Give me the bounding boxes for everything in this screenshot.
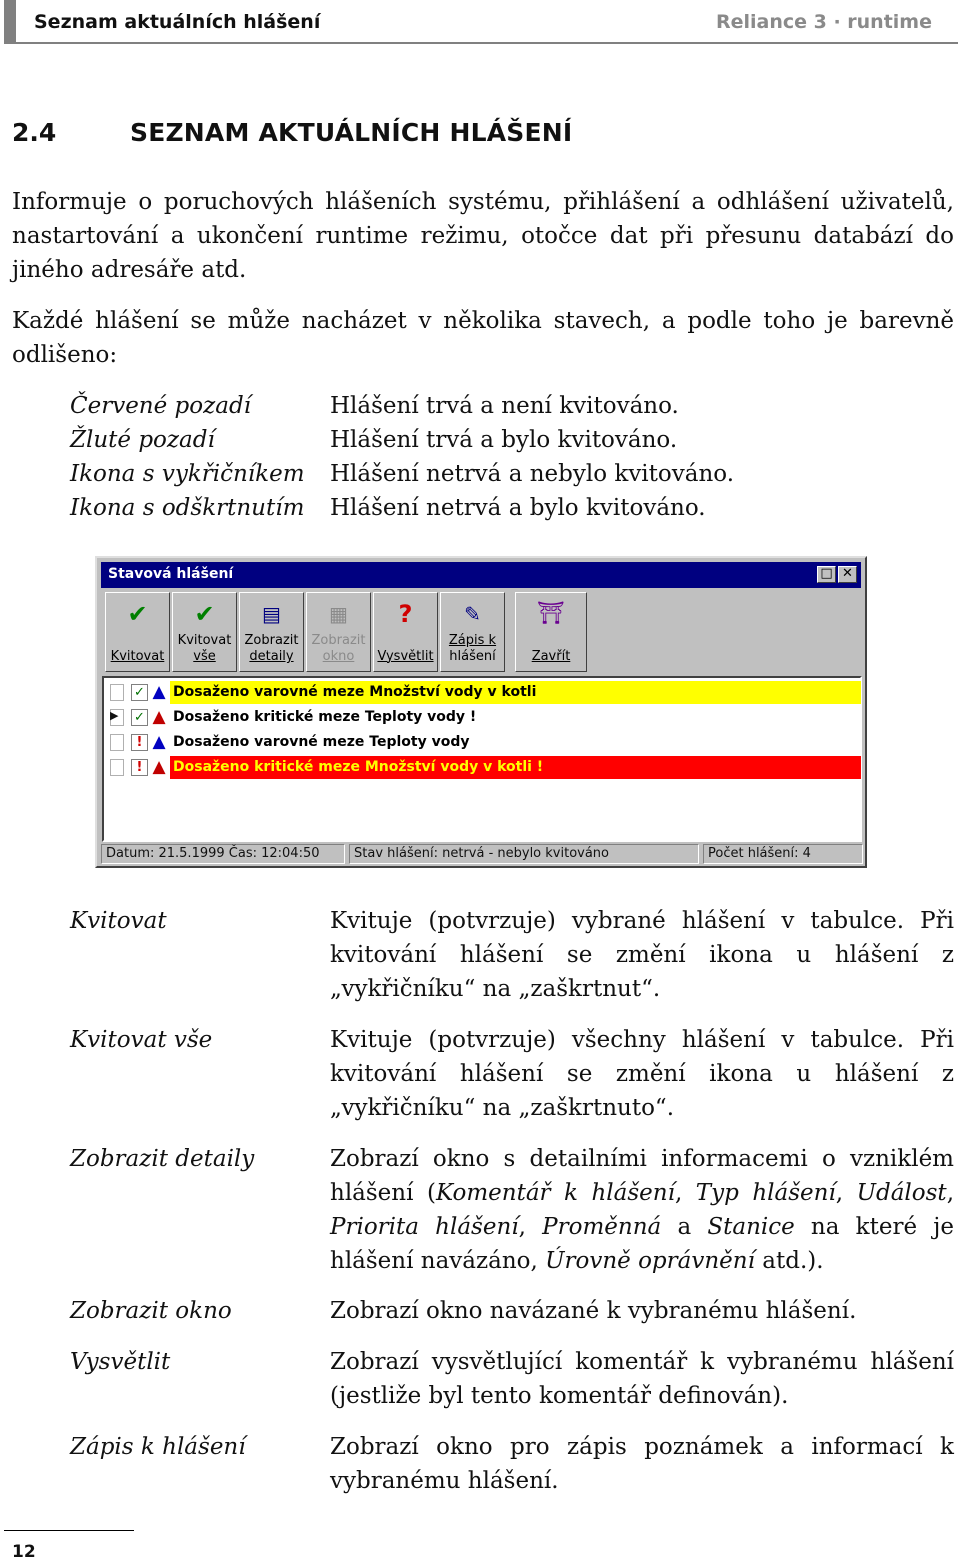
alarm-row[interactable] (104, 731, 861, 754)
state-row (70, 457, 734, 491)
footer-rule (4, 1530, 134, 1531)
states-paragraph: Každé hlášení se může nacházet v několika stavech, a podle toho je barevně odlišeno: (12, 308, 954, 368)
header-product-name: Reliance 3 · runtime (715, 11, 932, 33)
desc-text: Zobrazí okno pro zápis poznámek a informací k vybranému hlášení. (330, 1434, 954, 1494)
desc-text: Kvituje (potvrzuje) všechny hlášení v tabulce. Při kvitování hlášení se změní ikona u hlášení z „vykřičníku“ na „zaškrtnuto“. (330, 1027, 954, 1121)
acknowledged-check-icon: ✓ (131, 709, 148, 726)
acknowledge-button[interactable] (105, 592, 170, 672)
section-number: 2.4 (12, 118, 57, 147)
show-details-button[interactable] (239, 592, 304, 672)
state-key: Ikona s vykřičníkem (70, 461, 305, 487)
button-label: okno (322, 649, 355, 664)
exclamation-icon: ! (131, 734, 148, 751)
double-check-icon: ✔ (194, 600, 215, 628)
status-state: Stav hlášení: netrvá - nebylo kvitováno (349, 844, 699, 864)
state-value: Hlášení trvá a není kvitováno. (330, 393, 679, 419)
desc-text: Zobrazí okno s detailními informacemi o vzniklém hlášení (Komentář k hlášení, Typ hlášení, Událost, Priorita hlášení, Proměnná a Stanice na které je hlášení navázáno, Úrovně oprávnění atd.). (330, 1146, 954, 1274)
arrow-up-icon: ▲ (152, 757, 166, 777)
status-count: Počet hlášení: 4 (703, 844, 863, 864)
desc-text: Zobrazí okno navázané k vybranému hlášení. (330, 1298, 857, 1324)
intro-paragraph: Informuje o poruchových hlášeních systému, přihlášení a odhlášení uživatelů, nastartování a ukončení runtime režimu, otočce dat při přesunu databází do jiného adresáře atd. (12, 189, 954, 283)
section-title: SEZNAM AKTUÁLNÍCH HLÁŠENÍ (130, 118, 573, 147)
status-bar (101, 844, 863, 864)
button-label: detaily (249, 649, 294, 664)
desc-term: Kvitovat vše (70, 1027, 213, 1053)
door-icon: ⛩ (537, 601, 565, 626)
state-value: Hlášení trvá a bylo kvitováno. (330, 427, 678, 453)
acknowledge-all-button[interactable] (172, 592, 237, 672)
state-row (70, 389, 734, 423)
alarm-text: Dosaženo kritické meze Teploty vody ! (170, 706, 861, 729)
exit-button[interactable] (515, 592, 587, 672)
show-window-button[interactable] (306, 592, 371, 672)
close-button[interactable] (838, 566, 857, 583)
alarm-window (95, 556, 867, 868)
row-indicator (110, 734, 124, 751)
alarm-text: Dosaženo kritické meze Množství vody v kotli ! (170, 756, 861, 779)
window-icon: ▦ (329, 602, 348, 626)
note-button[interactable] (440, 592, 505, 672)
button-label: vše (193, 649, 216, 664)
note-icon: ✎ (464, 602, 481, 626)
button-label: Zobrazit (244, 633, 299, 648)
alarm-list (102, 676, 862, 842)
acknowledged-check-icon: ✓ (131, 684, 148, 701)
window-title: Stavová hlášení (108, 566, 234, 582)
running-header (4, 0, 958, 44)
desc-text: Kvituje (potvrzuje) vybrané hlášení v tabulce. Při kvitování hlášení se změní ikona u hlášení z „vykřičníku“ na „zaškrtnut“. (330, 908, 954, 1002)
desc-term: Zobrazit detaily (70, 1146, 255, 1172)
explain-button[interactable] (373, 592, 438, 672)
maximize-button[interactable] (817, 566, 836, 583)
arrow-up-icon: ▲ (152, 732, 166, 752)
desc-term: Zápis k hlášení (70, 1434, 246, 1460)
close-icon: ✕ (842, 566, 853, 581)
arrow-up-icon: ▲ (152, 682, 166, 702)
desc-term: Vysvětlit (70, 1349, 171, 1375)
state-value: Hlášení netrvá a nebylo kvitováno. (330, 461, 735, 487)
status-datetime: Datum: 21.5.1999 Čas: 12:04:50 (101, 844, 345, 864)
window-titlebar[interactable] (101, 562, 861, 588)
button-label: hlášení (449, 649, 496, 664)
state-key: Žluté pozadí (70, 427, 215, 453)
button-label: Zavřít (531, 649, 571, 664)
header-chapter-title: Seznam aktuálních hlášení (34, 11, 321, 33)
row-indicator (110, 759, 124, 776)
alarm-text: Dosaženo varovné meze Teploty vody (170, 731, 861, 754)
details-icon: ▤ (262, 602, 281, 626)
button-label: Zobrazit (311, 633, 366, 648)
alarm-row[interactable] (104, 681, 861, 704)
button-label: Zápis k (448, 633, 497, 648)
maximize-icon: □ (820, 566, 833, 581)
button-label: Kvitovat (110, 649, 165, 664)
state-key: Ikona s odškrtnutím (70, 495, 305, 521)
row-pointer-icon: ▶ (110, 709, 119, 722)
state-row (70, 491, 734, 525)
button-label: Vysvětlit (377, 649, 434, 664)
alarm-row[interactable] (104, 756, 861, 779)
alarm-row[interactable] (104, 706, 861, 729)
arrow-up-icon: ▲ (152, 707, 166, 727)
page-number: 12 (12, 1542, 36, 1562)
desc-term: Zobrazit okno (70, 1298, 232, 1324)
check-icon: ✔ (127, 600, 148, 628)
state-key: Červené pozadí (70, 393, 252, 419)
desc-text: Zobrazí vysvětlující komentář k vybranému hlášení (jestliže byl tento komentář definován). (330, 1349, 954, 1409)
alarm-text: Dosaženo varovné meze Množství vody v kotli (170, 681, 861, 704)
states-list (70, 389, 734, 525)
state-value: Hlášení netrvá a bylo kvitováno. (330, 495, 706, 521)
question-icon: ? (398, 600, 413, 628)
row-indicator (110, 684, 124, 701)
desc-term: Kvitovat (70, 908, 167, 934)
state-row (70, 423, 734, 457)
button-label: Kvitovat (177, 633, 232, 648)
exclamation-icon: ! (131, 759, 148, 776)
